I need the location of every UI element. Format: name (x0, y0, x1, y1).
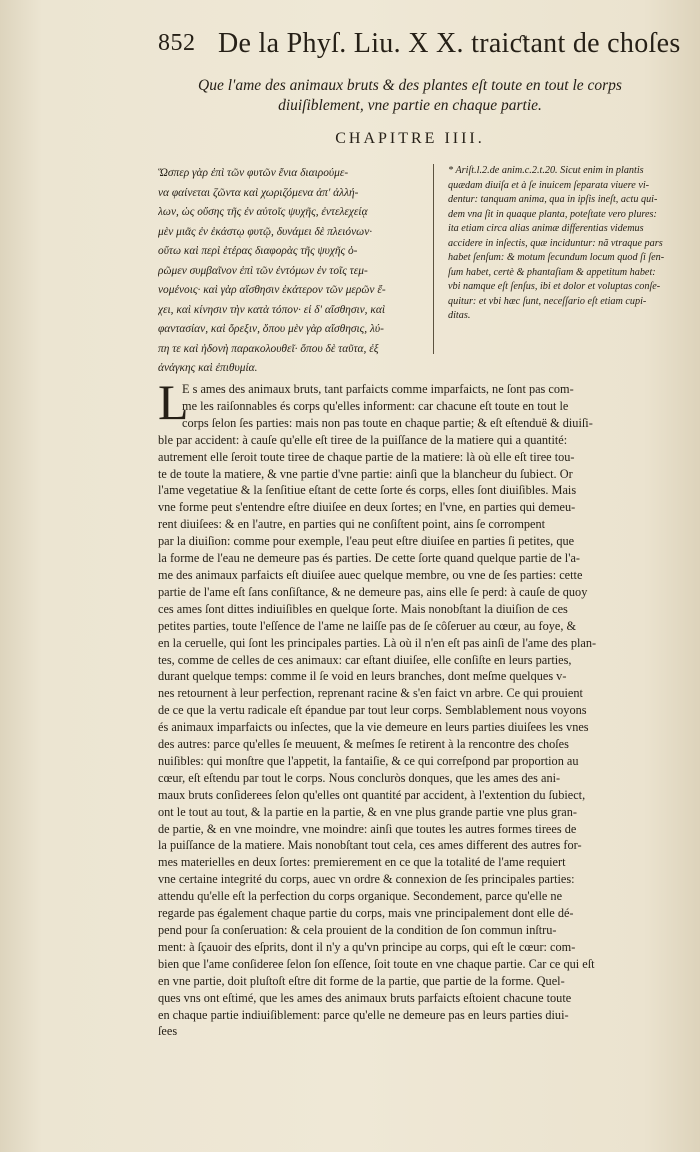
latin-line: quædam diuiſa et à ſe inuicem ſeparata viuere vi- (448, 179, 650, 191)
drop-cap: L (158, 374, 189, 430)
chapter-title-line: Que l'ame des animaux bruts & des plantes eſt toute en tout le corps (198, 77, 622, 94)
latin-line: ditas. (448, 310, 471, 321)
body-line: me les raiſonnables és corps qu'elles informent: car chacune eſt toute en tout le (182, 398, 569, 413)
body-line: la forme de l'eau ne demeure pas és parties. De cette ſorte quand quelque partie de l'a- (158, 551, 580, 566)
greek-line: νομένοις· καὶ γὰρ αἴσθησιν ἑκάτερον τῶν μερῶν ἔ- (158, 284, 386, 296)
body-line: l'ame vegetatiue & la ſenſitiue eſtant de cette ſorte és corps, elles ſont diuiſibles. Mais (158, 483, 577, 498)
body-line: vne certaine integrité du corps, auec vn ordre & connexion de ſes principales parties: (158, 872, 575, 887)
body-line: nuiſibles: qui monſtre que l'appetit, la fantaiſie, & ce qui correſpond par proportion au (158, 753, 579, 768)
greek-line: να φαίνεται ζῶντα καὶ χωριζόμενα ἀπ' ἀλλή- (158, 186, 359, 199)
body-line: nes retournent à leur perfection, reprenant racine & s'en faict vn arbre. Ce qui prouient (158, 686, 583, 701)
greek-line: ρῶμεν συμβαῖνον ἐπὶ τῶν ἐντόμων ἐν τοῖς τεμ- (158, 264, 368, 277)
greek-quotation (158, 164, 420, 379)
body-line: autrement elle ſeroit toute tiree de chaque partie de la matiere: là où elle eſt tiree tou- (158, 449, 575, 464)
running-title: De la Phyſ. Liu. X X. traiƈtant de choſes (218, 28, 681, 59)
body-line: ont le tout au tout, & la partie en la partie, & en vne plus grande partie vne plus gran- (158, 804, 577, 819)
greek-line: φαντασίαν, καὶ ὄρεξιν, ὅπου μὲν γὰρ αἴσθησις, λύ- (158, 323, 384, 335)
greek-line: λων, ὡς οὔσης τῆς ἐν αὐτοῖς ψυχῆς, ἐντελεχείᾳ (158, 206, 368, 218)
latin-line: vbi namque eſt ſenſus, ibi et dolor et voluptas conſe- (448, 281, 661, 292)
body-line: mes materielles en deux ſortes: premierement en ce que la totalité de l'ame requiert (158, 855, 566, 870)
column-divider (433, 164, 434, 354)
body-line: rent diuiſees: & en l'autre, en parties qui ne conſiſtent point, ains ſe corrompent (158, 517, 546, 532)
body-line: ment: à ſçauoir des eſprits, dont il n'y a qu'vn principe au corps, qui eſt le cœur: com- (158, 939, 576, 954)
body-line: te de toute la matiere, & vne partie d'vne partie: ainſi que la blancheur du ſubiect. Or (158, 466, 573, 481)
greek-line: μὲν μιᾶς ἐν ἑκάστῳ φυτῷ, δυνάμει δὲ πλειόνων· (158, 225, 373, 238)
body-line: des autres: parce qu'elles ſe meuuent, & meſmes ſe retirent à la rencontre des choſes (158, 737, 569, 752)
body-line: ble par accident: à cauſe qu'elle eſt tiree de la puiſſance de la matiere qui a quantité: (158, 432, 568, 447)
greek-line: οὕτω καὶ περὶ ἑτέρας διαφορὰς τῆς ψυχῆς ὁ- (158, 245, 358, 257)
latin-line: habet ſenſum: & motum ſecundum locum quod ſi ſen- (448, 252, 665, 263)
latin-line: ſum habet, certè & phantaſiam & appetitum habet: (448, 266, 656, 278)
body-line: tes, comme de celles de ces animaux: car eſtant diuiſee, elle conſiſte en leurs parties, (158, 652, 572, 667)
body-line: ques vns ont eſtimé, que les ames des animaux bruts parfaicts eſtoient chacune toute (158, 990, 572, 1005)
greek-line: πη τε καὶ ἡδονὴ παρακολουθεῖ· ὅπου δὲ ταῦτα, ἐξ (158, 342, 379, 355)
body-line: en vne partie, doit pluſtoſt eſtre dit forme de la partie, que partie de la forme. Quel- (158, 973, 565, 988)
body-line: regarde pas également chaque partie du corps, mais vne principalement dont elle dé- (158, 906, 574, 921)
body-line: bien que l'ame conſideree ſelon ſon eſſence, ſoit toute en vne chaque partie. Car ce qui eſt (158, 956, 595, 971)
latin-marginal-note (448, 164, 692, 324)
latin-line: ita etiam circa alias animæ differentias videmus (448, 223, 644, 234)
body-line: la puiſſance de la matiere. Mais nonobſtant tout cela, ces ames different des autres for- (158, 838, 582, 853)
body-line: de partie, & en vne moindre, vne moindre: ainſi que toutes les autres formes tirees de (158, 821, 577, 836)
body-line: partie de l'ame eſt ſans conſiſtance, & ne demeure pas, ains elle ſe perd: à cauſe de quoy (158, 584, 588, 599)
latin-line: * Ariſt.l.2.de anim.c.2.t.20. Sicut enim in plantis (448, 165, 644, 176)
greek-line: ἀνάγκης καὶ ἐπιθυμία. (158, 362, 258, 374)
page-number: 852 (158, 30, 196, 56)
body-line: ſees (158, 1024, 178, 1039)
chapter-title-line: diuiſiblement, vne partie en chaque partie. (278, 97, 542, 114)
body-line: de ce que la vertu radicale eſt épandue par tout leur corps. Semblablement nous voyons (158, 703, 587, 718)
body-line: és animaux imparfaicts ou inſectes, que la vie demeure en leurs parties diuiſees les vnes (158, 720, 589, 735)
body-line: attendu qu'elle eſt la perfection du corps organique. Secondement, parce qu'elle ne (158, 889, 563, 904)
latin-line: accidere in inſectis, quæ inciduntur: nã vtraque pars (448, 237, 663, 249)
body-line: durant quelque temps: comme il ſe void en leurs branches, dont meſme quelques v- (158, 669, 567, 684)
body-line: me des animaux parfaicts eſt diuiſee auec quelque membre, ou vne de ſes parties: cette (158, 567, 583, 582)
chapter-number: CHAPITRE IIII. (335, 130, 485, 147)
body-line: pend pour ſa conſeruation: & cela prouient de la condition de ſon commun inſtru- (158, 923, 557, 937)
body-line: par la diuiſion: comme pour exemple, l'eau peut eſtre diuiſee en parties ſi petites, que (158, 534, 575, 549)
body-line: cœur, eſt eſtendu par tout le corps. Nous concluròs donques, que les ames des ani- (158, 770, 561, 785)
body-line: petites parties, toute l'eſſence de l'ame ne laiſſe pas de ſe côſeruer au cœur, au foye, & (158, 618, 577, 633)
body-line: E s ames des animaux bruts, tant parfaicts comme imparfaicts, ne ſont pas com- (182, 382, 574, 396)
body-line: corps ſelon ſes parties: mais non pas toute en chaque partie; & eſt eſtenduë & diuiſi- (182, 415, 593, 430)
body-line: en la ceruelle, qui ſont les principales parties. Là où il n'en eſt pas ainſi de l'ame des plan- (158, 635, 597, 650)
body-line: maux bruts conſiderees ſelon qu'elles ont quantité par accident, à l'extention du ſubiect, (158, 787, 586, 802)
latin-line: dem vna ſit in quaque planta, poteſtate vero plures: (448, 208, 657, 220)
greek-line: χει, καὶ κίνησιν τὴν κατὰ τόπον· εἰ δ' αἴσθησιν, καὶ (158, 303, 385, 316)
latin-line: quitur: et vbi hæc ſunt, neceſſario eſt etiam cupi- (448, 295, 647, 307)
greek-line: Ὥσπερ γὰρ ἐπὶ τῶν φυτῶν ἔνια διαιρούμε- (158, 167, 349, 179)
body-line: en chaque partie indiuiſiblement: parce qu'elle ne demeure pas en leurs parties diui- (158, 1007, 569, 1022)
body-line: ces ames ſont dittes indiuiſibles en quelque ſorte. Mais nonobſtant la diuiſion de ces (158, 601, 568, 616)
latin-line: dentur: tanquam anima, qua in ipſis ineſt, actu qui- (448, 194, 658, 205)
body-text (158, 381, 698, 1040)
body-line: vne forme peut s'entendre eſtre diuiſee en deux ſortes; en l'vne, en parties qui demeu- (158, 500, 576, 515)
page-header (0, 28, 700, 74)
chapter-title (160, 76, 660, 116)
